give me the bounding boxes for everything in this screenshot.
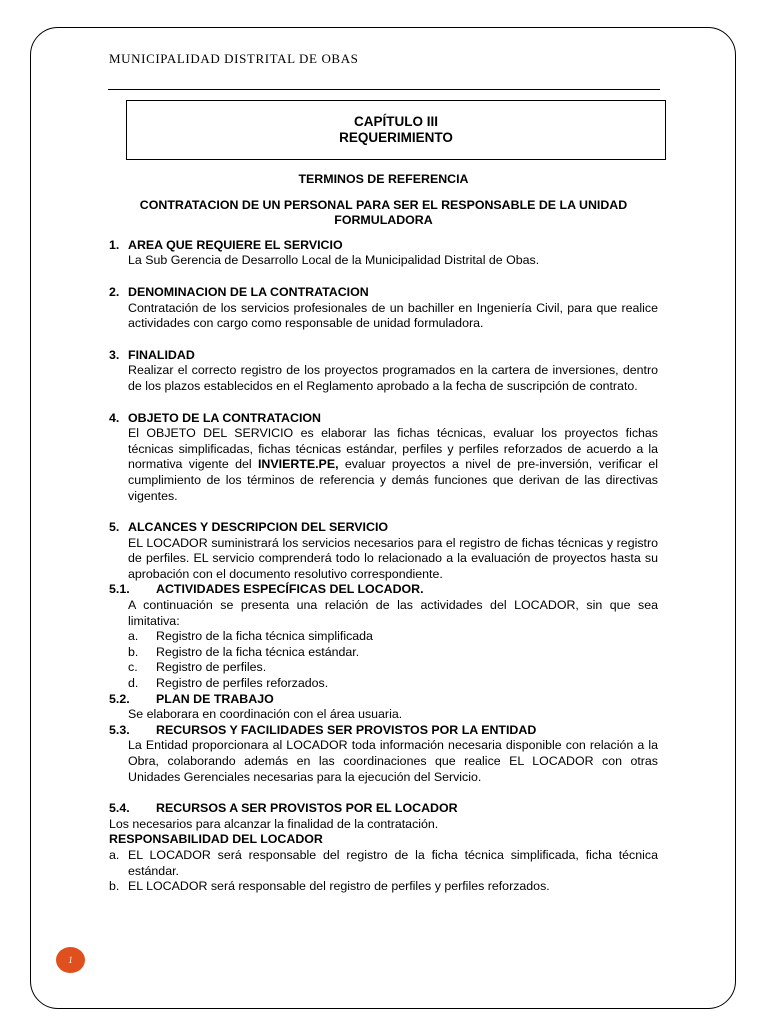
subsection-body: Se elaborara en coordinación con el área usuaria. bbox=[128, 707, 403, 722]
section-title: DENOMINACION DE LA CONTRATACION bbox=[128, 284, 369, 299]
responsibility-heading: RESPONSABILIDAD DEL LOCADOR bbox=[109, 832, 323, 847]
subsection-heading bbox=[109, 801, 658, 817]
list-item bbox=[109, 629, 658, 645]
subsection-title: PLAN DE TRABAJO bbox=[156, 691, 274, 706]
object-text-a: El OBJETO DEL SERVICIO es elaborar las fichas técnicas, evaluar los proyectos fichas técnicas simplificadas, fichas técnicas estándar, perfiles y perfiles reforzados de acuerdo a la normativa vigente del bbox=[128, 426, 658, 472]
list-item bbox=[109, 879, 658, 895]
section-body bbox=[109, 426, 658, 504]
subsection-title: RECURSOS Y FACILIDADES SER PROVISTOS POR LA ENTIDAD bbox=[156, 722, 537, 737]
section-number: 2. bbox=[109, 284, 120, 299]
list-text: Registro de perfiles reforzados. bbox=[156, 676, 329, 691]
list-item bbox=[109, 660, 658, 676]
list-text: EL LOCADOR será responsable del registro de perfiles y perfiles reforzados. bbox=[128, 879, 550, 894]
section-title: ALCANCES Y DESCRIPCION DEL SERVICIO bbox=[128, 520, 389, 535]
list-item bbox=[109, 848, 658, 879]
subsection-title: RECURSOS A SER PROVISTOS POR EL LOCADOR bbox=[156, 801, 458, 816]
section-heading bbox=[109, 238, 658, 254]
section-heading bbox=[109, 520, 658, 536]
chapter-title: REQUERIMIENTO bbox=[339, 130, 453, 145]
list-letter: c. bbox=[128, 660, 138, 675]
list-item bbox=[109, 645, 658, 661]
section-heading bbox=[109, 285, 658, 301]
section-number: 5. bbox=[109, 520, 120, 535]
section-number: 4. bbox=[109, 410, 120, 425]
list-letter: d. bbox=[128, 676, 139, 691]
chapter-number: CAPÍTULO III bbox=[354, 114, 438, 129]
section-heading bbox=[109, 411, 658, 427]
section-body: La Sub Gerencia de Desarrollo Local de la Municipalidad Distrital de Obas. bbox=[128, 253, 540, 268]
list-letter: a. bbox=[128, 629, 139, 644]
section-title: AREA QUE REQUIERE EL SERVICIO bbox=[128, 237, 343, 252]
section-heading bbox=[109, 348, 658, 364]
municipality-header: MUNICIPALIDAD DISTRITAL DE OBAS bbox=[109, 51, 359, 66]
subsection-number: 5.2. bbox=[109, 691, 130, 706]
subsection-number: 5.1. bbox=[109, 582, 130, 597]
subsection-number: 5.4. bbox=[109, 801, 130, 816]
section-number: 1. bbox=[109, 237, 120, 252]
subsection-heading bbox=[109, 723, 658, 739]
contract-subject: CONTRATACION DE UN PERSONAL PARA SER EL RESPONSABLE DE LA UNIDAD FORMULADORA bbox=[139, 197, 628, 228]
object-text-b: evaluar proyectos a nivel de pre-inversión, verificar el cumplimiento de los términos de referencia y demás funciones que derivan de las directivas vigentes. bbox=[128, 457, 658, 503]
subsection-heading bbox=[109, 692, 658, 708]
subsection-body: Los necesarios para alcanzar la finalidad de la contratación. bbox=[109, 816, 439, 831]
section-body: Realizar el correcto registro de los proyectos programados en la cartera de inversiones, dentro de los plazos establecidos en el Reglamento aprobado a la fecha de suscripción de contrato. bbox=[128, 363, 658, 393]
section-title: OBJETO DE LA CONTRATACION bbox=[128, 410, 321, 425]
list-letter: b. bbox=[109, 879, 120, 894]
list-item bbox=[109, 676, 658, 692]
list-letter: b. bbox=[128, 644, 139, 659]
header-divider bbox=[108, 89, 660, 90]
document-body bbox=[109, 172, 658, 895]
section-number: 3. bbox=[109, 347, 120, 362]
subsection-body: La Entidad proporcionara al LOCADOR toda información necesaria disponible con relación a la Obra, colaborando además en las coordinaciones que realice EL LOCADOR con otras Unidades Gerenciales necesarias para la ejecución del Servicio. bbox=[128, 738, 658, 784]
list-letter: a. bbox=[109, 847, 120, 862]
section-body: EL LOCADOR suministrará los servicios necesarios para el registro de fichas técnicas y registro de perfiles. EL servicio comprenderá todo lo relacionado a la evaluación de proyectos hasta su aprobación con el documento resolutivo correspondiente. bbox=[128, 535, 658, 581]
invierte-pe-label: INVIERTE.PE, bbox=[257, 457, 339, 472]
list-text: EL LOCADOR será responsable del registro de la ficha técnica simplificada, ficha técnica estándar. bbox=[128, 847, 658, 878]
list-text: Registro de perfiles. bbox=[156, 660, 267, 675]
section-body: Contratación de los servicios profesionales de un bachiller en Ingeniería Civil, para que realice actividades con cargo como responsable de unidad formuladora. bbox=[128, 300, 658, 331]
chapter-box bbox=[126, 100, 666, 160]
subsection-body: A continuación se presenta una relación de las actividades del LOCADOR, sin que sea limitativa: bbox=[128, 598, 658, 628]
section-title: FINALIDAD bbox=[128, 347, 195, 362]
list-text: Registro de la ficha técnica simplificada bbox=[156, 629, 373, 644]
subsection-heading bbox=[109, 582, 658, 598]
list-text: Registro de la ficha técnica estándar. bbox=[156, 644, 360, 659]
page-number-badge: 1 bbox=[56, 947, 85, 973]
subsection-title: ACTIVIDADES ESPECÍFICAS DEL LOCADOR. bbox=[156, 582, 424, 597]
tdr-title: TERMINOS DE REFERENCIA bbox=[298, 172, 469, 186]
subsection-number: 5.3. bbox=[109, 722, 130, 737]
